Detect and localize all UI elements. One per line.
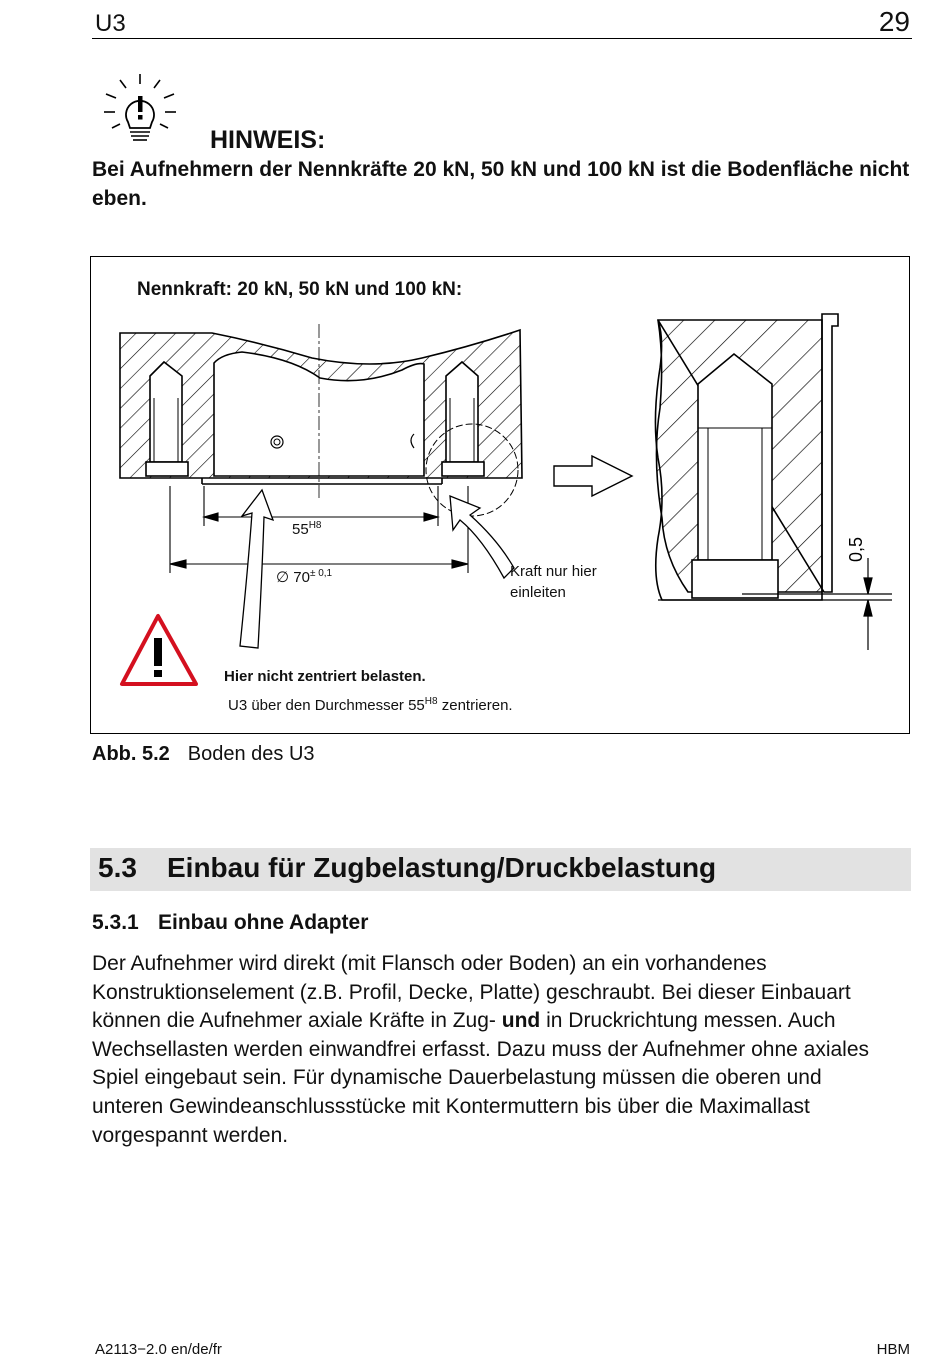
figure-heading: Nennkraft: 20 kN, 50 kN und 100 kN: <box>137 279 463 300</box>
warning-text <box>228 696 513 714</box>
caption-text: Boden des U3 <box>187 743 315 765</box>
sensor-base-drawing <box>92 258 908 732</box>
cross-section-body <box>120 330 522 484</box>
caption-number: Abb. 5.2 <box>92 743 170 765</box>
gap-dimension-label: 0,5 <box>846 536 866 562</box>
subsection-number: 5.3.1 <box>92 911 139 934</box>
warning-text-sup: H8 <box>424 696 438 707</box>
dim-outer-tolerance: ± 0,1 <box>309 568 333 579</box>
force-label-line2: einleiten <box>510 584 566 601</box>
paragraph-part1: Der Aufnehmer wird direkt (mit Flansch oder Boden) an ein vorhandenes Konstruktionselement (z.B. Profil, Decke, Platte) geschraubt. Bei dieser Einbauart können die Aufnehmer axiale Kräfte in Zug- <box>92 952 851 1033</box>
dim-inner-tolerance: H8 <box>308 520 322 531</box>
warning-triangle-icon <box>122 616 196 684</box>
warning-text-pre: U3 über den Durchmesser 55 <box>228 697 425 714</box>
footer-document-id: A2113−2.0 en/de/fr <box>95 1341 222 1358</box>
warning-text-bold: Hier nicht zentriert belasten. <box>224 668 426 685</box>
body-paragraph <box>92 950 897 1150</box>
section-number: 5.3 <box>98 852 137 883</box>
running-header-title: U3 <box>95 10 126 37</box>
dim-outer-label <box>276 568 332 586</box>
lightbulb-note-icon <box>100 70 185 150</box>
warning-text-post: zentrieren. <box>437 697 513 714</box>
paragraph-part2: in Druckrichtung messen. Auch Wechsellasten werden einwandfrei erfasst. Dazu muss der Aufnehmer ohne axiales Spiel eingebaut sein. Für dynamische Dauerbelastung müssen die oberen und unteren Gewindeanschlussstücke mit Kontermuttern bis über die Maximallast vorgespannt werden. <box>92 1009 870 1147</box>
dim-inner-label <box>292 520 321 538</box>
dim-inner-value: 55 <box>292 521 309 538</box>
page-number: 29 <box>878 6 910 37</box>
diameter-symbol: ∅ <box>276 569 290 586</box>
section-title: Einbau für Zugbelastung/Druckbelastung <box>167 852 717 883</box>
force-label-line1: Kraft nur hier <box>510 563 597 580</box>
subsection-title: Einbau ohne Adapter <box>158 911 369 934</box>
footer-brand: HBM <box>876 1341 910 1358</box>
note-text: Bei Aufnehmern der Nennkräfte 20 kN, 50 kN und 100 kN ist die Bodenfläche nicht eben. <box>92 158 910 210</box>
note-title: HINWEIS: <box>210 126 326 154</box>
paragraph-emphasis: und <box>501 1009 541 1033</box>
figure-caption <box>92 743 315 766</box>
force-label <box>510 561 597 603</box>
header-rule <box>92 38 912 39</box>
dim-outer-value: 70 <box>293 569 310 586</box>
